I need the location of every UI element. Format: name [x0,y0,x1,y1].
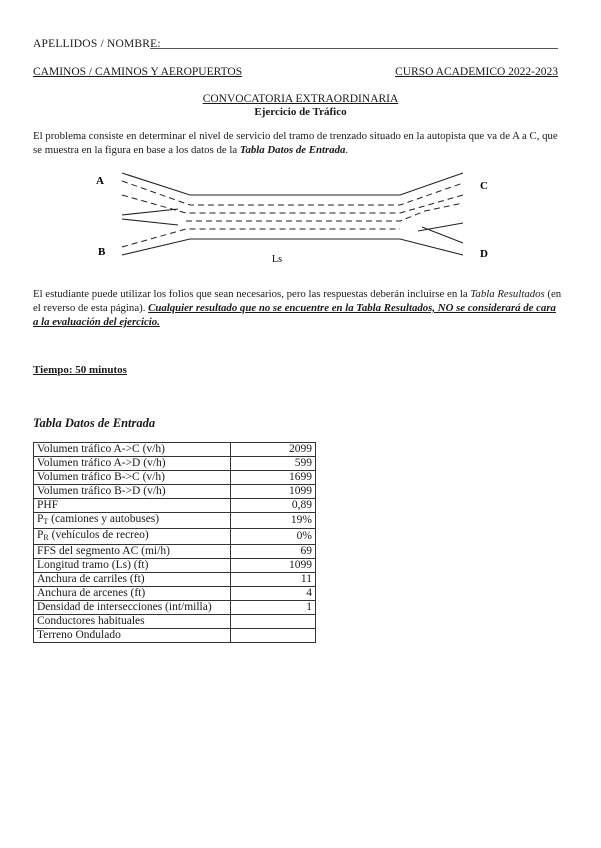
name-label: APELLIDOS / NOMBRE: [33,38,161,50]
table-row [34,545,316,559]
row-label: Volumen tráfico B->D (v/h) [34,485,231,499]
lane-line-2 [122,195,463,213]
exercise-subtitle: Ejercicio de Tráfico [254,106,347,118]
row-label: Volumen tráfico A->C (v/h) [34,443,231,457]
instructions-table-ref: Tabla Resultados [470,288,545,300]
table-row [34,601,316,615]
row-label-sub: T [43,517,49,526]
intro-table-ref: Tabla Datos de Entrada [239,144,346,156]
table-row [34,471,316,485]
road-edge-bottom [122,239,463,255]
row-label-sub: R [43,533,49,542]
row-label [34,513,231,529]
table-row [34,499,316,513]
gore-left [122,209,178,225]
name-field-line[interactable] [150,48,558,49]
intro-end: . [345,144,349,156]
table-row [34,615,316,629]
label-b: B [98,246,106,258]
row-value: 2099 [231,443,316,457]
row-label: FFS del segmento AC (mi/h) [34,545,231,559]
row-value: 69 [231,545,316,559]
row-value: 1099 [231,559,316,573]
table-row [34,457,316,471]
label-a: A [96,175,104,187]
row-value: 1 [231,601,316,615]
row-value: 1699 [231,471,316,485]
row-label-rest: (camiones y autobuses) [48,513,160,525]
intro-paragraph [33,129,563,157]
table-title: Tabla Datos de Entrada [33,416,156,430]
table-row [34,559,316,573]
lane-line-3 [186,203,463,221]
instructions-middle: (en el reverso de esta página). [33,288,562,314]
table-row [34,629,316,643]
table-row [34,513,316,529]
input-data-table [33,442,316,643]
row-label: Terreno Ondulado [34,629,231,643]
lane-line-4 [122,229,400,247]
row-label-main: P [37,513,44,525]
row-value: 0,89 [231,499,316,513]
row-label: Longitud tramo (Ls) (ft) [34,559,231,573]
row-value: 1099 [231,485,316,499]
row-label: Anchura de arcenes (ft) [34,587,231,601]
row-label: Densidad de intersecciones (int/milla) [34,601,231,615]
row-value: 11 [231,573,316,587]
row-label: PHF [34,499,231,513]
instructions-paragraph [33,287,563,329]
label-ls: Ls [272,254,282,265]
table-row [34,573,316,587]
row-label: Volumen tráfico A->D (v/h) [34,457,231,471]
row-label: Conductores habituales [34,615,231,629]
road-edge-top [122,173,463,195]
label-c: C [480,180,488,192]
course-name: CAMINOS / CAMINOS Y AEROPUERTOS [33,66,243,78]
row-value [231,629,316,643]
row-value: 19% [231,513,316,529]
instructions-warning: Cualquier resultado que no se encuentre en la Tabla Resultados, NO se considerará de cara a la evaluación del ejercicio. [33,302,556,328]
row-label [34,529,231,545]
row-label: Anchura de carriles (ft) [34,573,231,587]
row-label: Volumen tráfico B->C (v/h) [34,471,231,485]
row-value: 4 [231,587,316,601]
time-limit: Tiempo: 50 minutos [33,364,127,376]
row-value: 599 [231,457,316,471]
intro-text: El problema consiste en determinar el nivel de servicio del tramo de trenzado situado en la autopista que va de A a C, que se muestra en la figura en base a los datos de la [33,130,558,156]
row-value: 0% [231,529,316,545]
table-row [34,587,316,601]
lane-line-1 [122,181,463,205]
gore-right [418,223,463,243]
convocatoria-title: CONVOCATORIA EXTRAORDINARIA [202,93,399,105]
row-label-rest: (vehículos de recreo) [48,529,149,541]
instructions-text: El estudiante puede utilizar los folios que sean necesarios, pero las respuestas deberán incluirse en la [33,288,471,300]
table-row [34,485,316,499]
academic-year: CURSO ACADEMICO 2022-2023 [395,66,558,78]
row-label-main: P [37,529,44,541]
table-row [34,443,316,457]
row-value [231,615,316,629]
table-row [34,529,316,545]
weaving-diagram [90,165,500,270]
label-d: D [480,248,488,260]
